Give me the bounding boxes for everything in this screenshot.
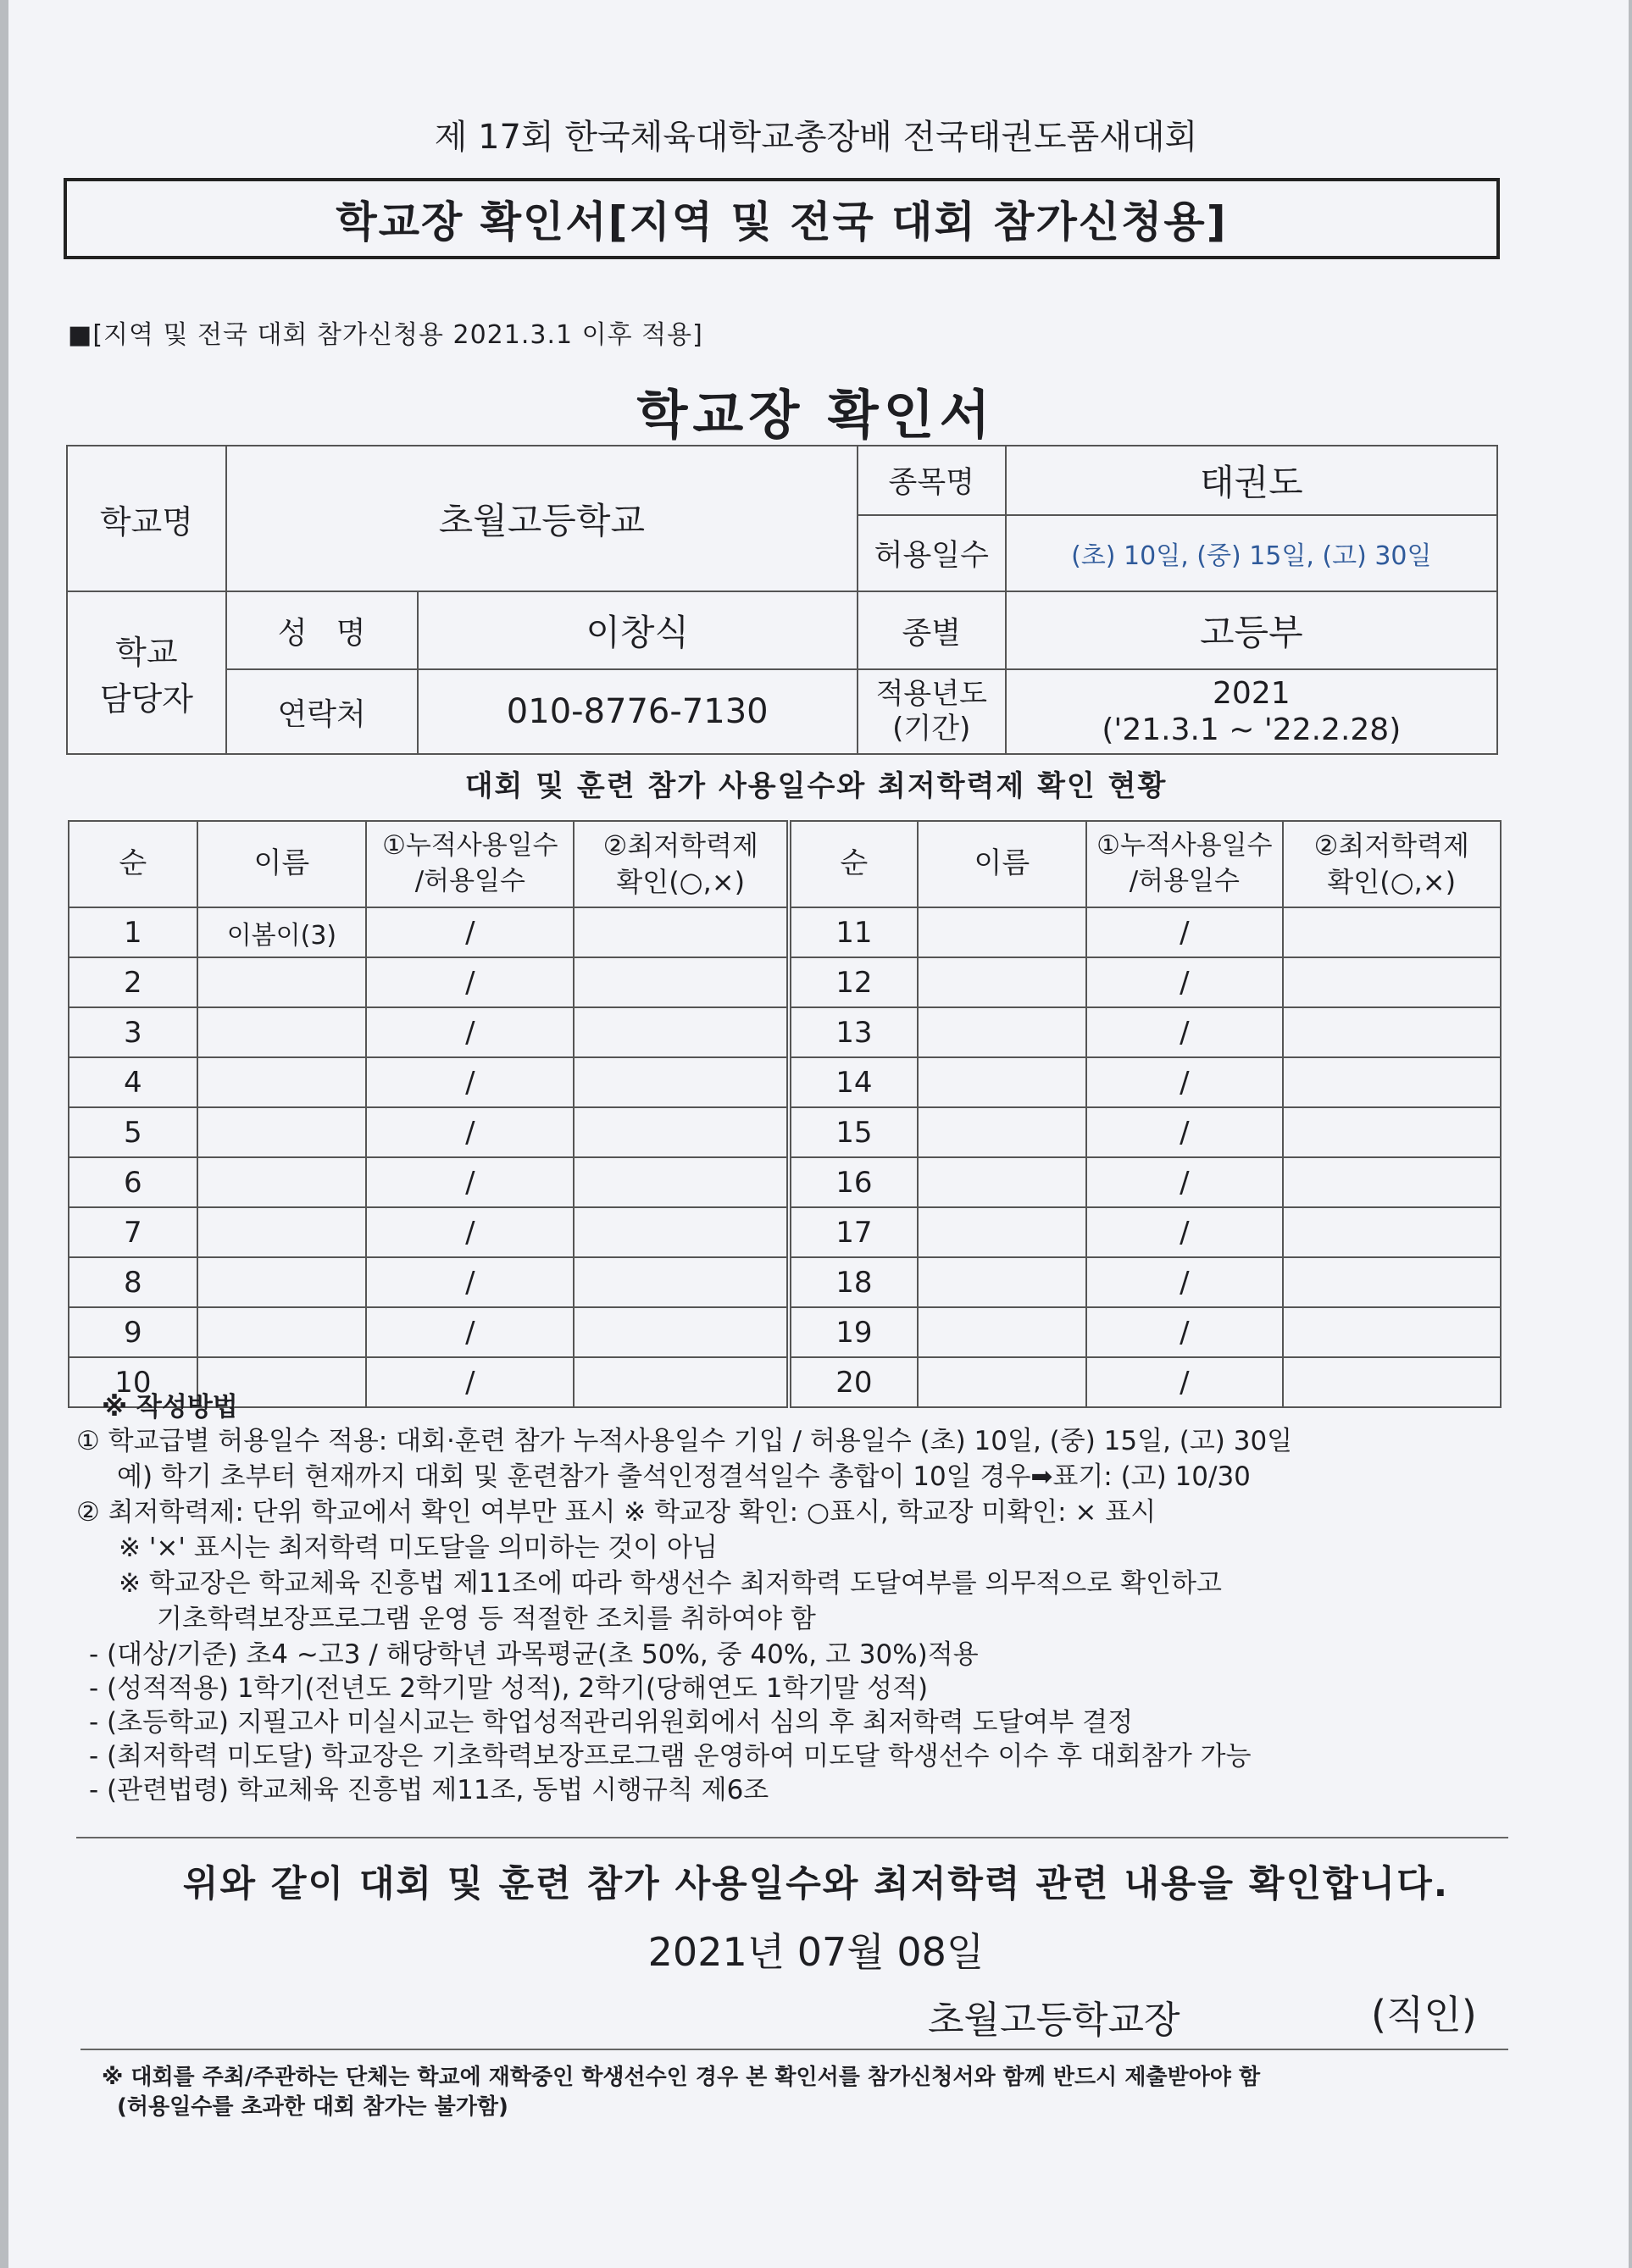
footer-line2: (허용일수를 초과한 대회 참가는 불가함): [117, 2094, 508, 2121]
event-value: 태권도: [1006, 446, 1497, 515]
divider: [76, 1837, 1508, 1838]
row-number: 8: [69, 1257, 197, 1307]
header-days: [366, 821, 574, 907]
header-check-line2: 확인(○,×): [616, 866, 746, 898]
division-label: 종별: [858, 591, 1006, 669]
status-table-left-body: [69, 907, 787, 1407]
row-days: /: [366, 907, 574, 957]
section-title: 대회 및 훈련 참가 사용일수와 최저학력제 확인 현황: [464, 769, 1168, 803]
row-name: [918, 1357, 1086, 1407]
row-days: /: [1086, 907, 1282, 957]
header-days-line2: /허용일수: [414, 866, 525, 896]
row-check: [1283, 1307, 1502, 1357]
year-label-line2: (기간): [892, 712, 971, 746]
row-check: [574, 1157, 787, 1207]
row-name: [197, 1257, 367, 1307]
table-row: [791, 907, 1501, 957]
table-row: [69, 1207, 787, 1257]
row-number: 1: [69, 907, 197, 957]
event-title: 제 17회 한국체육대학교총장배 전국태권도품새대회: [434, 118, 1198, 157]
row-name: 이봄이(3): [197, 907, 367, 957]
row-number: 17: [791, 1207, 918, 1257]
method-line: 예) 학기 초부터 현재까지 대회 및 훈련참가 출석인정결석일수 총합이 10일 경우➡표기: (고) 10/30: [117, 1461, 1251, 1492]
header-check-line1: ②최저학력제: [1313, 829, 1469, 862]
row-number: 12: [791, 957, 918, 1007]
application-notice: ■[지역 및 전국 대회 참가신청용 2021.3.1 이후 적용]: [68, 320, 703, 350]
table-row: [791, 957, 1501, 1007]
row-days: /: [366, 1007, 574, 1057]
method-line: - (최저학력 미도달) 학교장은 기초학력보장프로그램 운영하여 미도달 학생선수 이수 후 대회참가 가능: [89, 1741, 1252, 1772]
document-date: 2021년 07월 08일: [647, 1929, 985, 1975]
table-row: [791, 1057, 1501, 1107]
contact-label: 연락처: [226, 669, 418, 754]
row-number: 19: [791, 1307, 918, 1357]
method-heading: ※ 작성방법: [102, 1392, 238, 1422]
footer-note: [102, 2063, 1260, 2122]
row-days: /: [1086, 1007, 1282, 1057]
row-days: /: [1086, 1107, 1282, 1157]
method-line: 기초학력보장프로그램 운영 등 적절한 조치를 취하여야 함: [157, 1604, 816, 1634]
row-name: [918, 1307, 1086, 1357]
row-days: /: [366, 1257, 574, 1307]
row-check: [1283, 1007, 1502, 1057]
method-line: ① 학교급별 허용일수 적용: 대회·훈련 참가 누적사용일수 기입 / 허용일수 (초) 10일, (중) 15일, (고) 30일: [76, 1426, 1293, 1456]
row-number: 9: [69, 1307, 197, 1357]
row-name: [918, 1157, 1086, 1207]
row-name: [918, 957, 1086, 1007]
row-number: 20: [791, 1357, 918, 1407]
row-number: 14: [791, 1057, 918, 1107]
row-days: /: [1086, 1157, 1282, 1207]
table-row: [69, 957, 787, 1007]
main-title: 학교장 확인서: [636, 384, 996, 446]
staff-label: [67, 591, 226, 754]
name-value: 이창식: [418, 591, 858, 669]
row-days: /: [366, 1207, 574, 1257]
table-row: [791, 1107, 1501, 1157]
row-name: [918, 1107, 1086, 1157]
table-row: [69, 1157, 787, 1207]
school-value: 초월고등학교: [226, 446, 858, 591]
header-check-line2: 확인(○,×): [1327, 866, 1457, 898]
row-days: /: [1086, 1207, 1282, 1257]
row-number: 16: [791, 1157, 918, 1207]
row-number: 2: [69, 957, 197, 1007]
row-check: [574, 957, 787, 1007]
table-row: [69, 1057, 787, 1107]
method-line: ※ 학교장은 학교체육 진흥법 제11조에 따라 학생선수 최저학력 도달여부를 의무적으로 확인하고: [119, 1568, 1222, 1599]
row-number: 10: [69, 1357, 197, 1407]
row-days: /: [1086, 957, 1282, 1007]
table-row: [791, 1157, 1501, 1207]
row-number: 7: [69, 1207, 197, 1257]
table-row: [69, 907, 787, 957]
row-number: 6: [69, 1157, 197, 1207]
status-table-right: [790, 820, 1502, 1408]
row-name: [197, 1057, 367, 1107]
row-name: [197, 1307, 367, 1357]
header-no: 순: [791, 821, 918, 907]
row-check: [1283, 907, 1502, 957]
staff-label-line1: 학교: [115, 634, 178, 671]
row-days: /: [1086, 1057, 1282, 1107]
row-number: 15: [791, 1107, 918, 1157]
row-check: [574, 1107, 787, 1157]
event-label: 종목명: [858, 446, 1006, 515]
row-name: [918, 1007, 1086, 1057]
row-check: [1283, 1207, 1502, 1257]
method-line: - (대상/기준) 초4 ~고3 / 해당학년 과목평균(초 50%, 중 40%, 고 30%)적용: [89, 1639, 979, 1670]
year-value-line1: 2021: [1213, 675, 1291, 711]
row-check: [1283, 957, 1502, 1007]
year-label-line1: 적용년도: [875, 677, 987, 712]
table-row: [69, 1107, 787, 1157]
row-check: [1283, 1107, 1502, 1157]
row-name: [918, 1257, 1086, 1307]
row-number: 11: [791, 907, 918, 957]
row-check: [1283, 1057, 1502, 1107]
row-days: /: [366, 1057, 574, 1107]
footer-line1: ※ 대회를 주최/주관하는 단체는 학교에 재학중인 학생선수인 경우 본 확인서를 참가신청서와 함께 반드시 제출받아야 함: [102, 2065, 1261, 2090]
row-check: [574, 1357, 787, 1407]
method-line: - (관련법령) 학교체육 진흥법 제11조, 동법 시행규칙 제6조: [89, 1775, 769, 1805]
allowed-days-label: 허용일수: [858, 515, 1006, 591]
row-check: [574, 1257, 787, 1307]
header-days: [1086, 821, 1282, 907]
table-row: [791, 1207, 1501, 1257]
row-check: [574, 1007, 787, 1057]
row-name: [918, 1057, 1086, 1107]
info-table: [66, 445, 1498, 755]
method-line: - (성적적용) 1학기(전년도 2학기말 성적), 2학기(당해연도 1학기말 성적): [89, 1673, 929, 1704]
header-check: [574, 821, 787, 907]
row-check: [574, 1307, 787, 1357]
year-value: [1006, 669, 1497, 754]
header-no: 순: [69, 821, 197, 907]
row-check: [1283, 1357, 1502, 1407]
row-name: [197, 1107, 367, 1157]
division-value: 고등부: [1006, 591, 1497, 669]
method-line: - (초등학교) 지필고사 미실시교는 학업성적관리위원회에서 심의 후 최저학력 도달여부 결정: [89, 1707, 1134, 1738]
row-check: [574, 907, 787, 957]
header-check: [1283, 821, 1502, 907]
row-number: 13: [791, 1007, 918, 1057]
method-line: ※ '×' 표시는 최저학력 미도달을 의미하는 것이 아님: [119, 1533, 718, 1563]
row-number: 4: [69, 1057, 197, 1107]
header-name: 이름: [197, 821, 367, 907]
year-label: [858, 669, 1006, 754]
name-label: 성 명: [226, 591, 418, 669]
row-name: [197, 1207, 367, 1257]
table-row: [791, 1357, 1501, 1407]
table-row: [791, 1007, 1501, 1057]
row-days: /: [1086, 1357, 1282, 1407]
row-check: [1283, 1157, 1502, 1207]
header-days-line1: ①누적사용일수: [1096, 830, 1273, 862]
row-days: /: [1086, 1257, 1282, 1307]
row-number: 5: [69, 1107, 197, 1157]
row-name: [197, 1157, 367, 1207]
official-seal-mark: (직인): [1371, 1992, 1477, 2038]
table-row: [791, 1257, 1501, 1307]
row-days: /: [366, 1107, 574, 1157]
header-check-line1: ②최저학력제: [602, 829, 758, 862]
status-table-left: [68, 820, 788, 1408]
row-days: /: [366, 1307, 574, 1357]
row-number: 3: [69, 1007, 197, 1057]
method-line: ② 최저학력제: 단위 학교에서 확인 여부만 표시 ※ 학교장 확인: ○표시, 학교장 미확인: × 표시: [76, 1497, 1157, 1528]
school-label: 학교명: [67, 446, 226, 591]
divider: [80, 2049, 1508, 2050]
header-name: 이름: [918, 821, 1086, 907]
confirmation-text: 위와 같이 대회 및 훈련 참가 사용일수와 최저학력 관련 내용을 확인합니다.: [182, 1863, 1450, 1905]
row-days: /: [366, 1357, 574, 1407]
row-check: [574, 1057, 787, 1107]
row-name: [918, 1207, 1086, 1257]
table-row: [791, 1307, 1501, 1357]
row-check: [574, 1207, 787, 1257]
header-days-line2: /허용일수: [1129, 866, 1240, 896]
header-days-line1: ①누적사용일수: [382, 830, 558, 862]
status-table-right-body: [791, 907, 1501, 1407]
year-value-line2: ('21.3.1 ~ '22.2.28): [1102, 713, 1402, 747]
row-number: 18: [791, 1257, 918, 1307]
table-row: [69, 1007, 787, 1057]
row-days: /: [1086, 1307, 1282, 1357]
allowed-days-value: (초) 10일, (중) 15일, (고) 30일: [1006, 515, 1497, 591]
table-row: [69, 1307, 787, 1357]
staff-label-line2: 담당자: [99, 680, 193, 718]
document-title: 학교장 확인서[지역 및 전국 대회 참가신청용]: [336, 197, 1228, 247]
table-row: [69, 1257, 787, 1307]
contact-value: 010-8776-7130: [418, 669, 858, 754]
principal-name: 초월고등학교장: [928, 1999, 1180, 2042]
row-name: [197, 1007, 367, 1057]
row-days: /: [366, 957, 574, 1007]
document-title-box: [64, 178, 1500, 259]
row-check: [1283, 1257, 1502, 1307]
row-name: [918, 907, 1086, 957]
row-days: /: [366, 1157, 574, 1207]
row-name: [197, 957, 367, 1007]
